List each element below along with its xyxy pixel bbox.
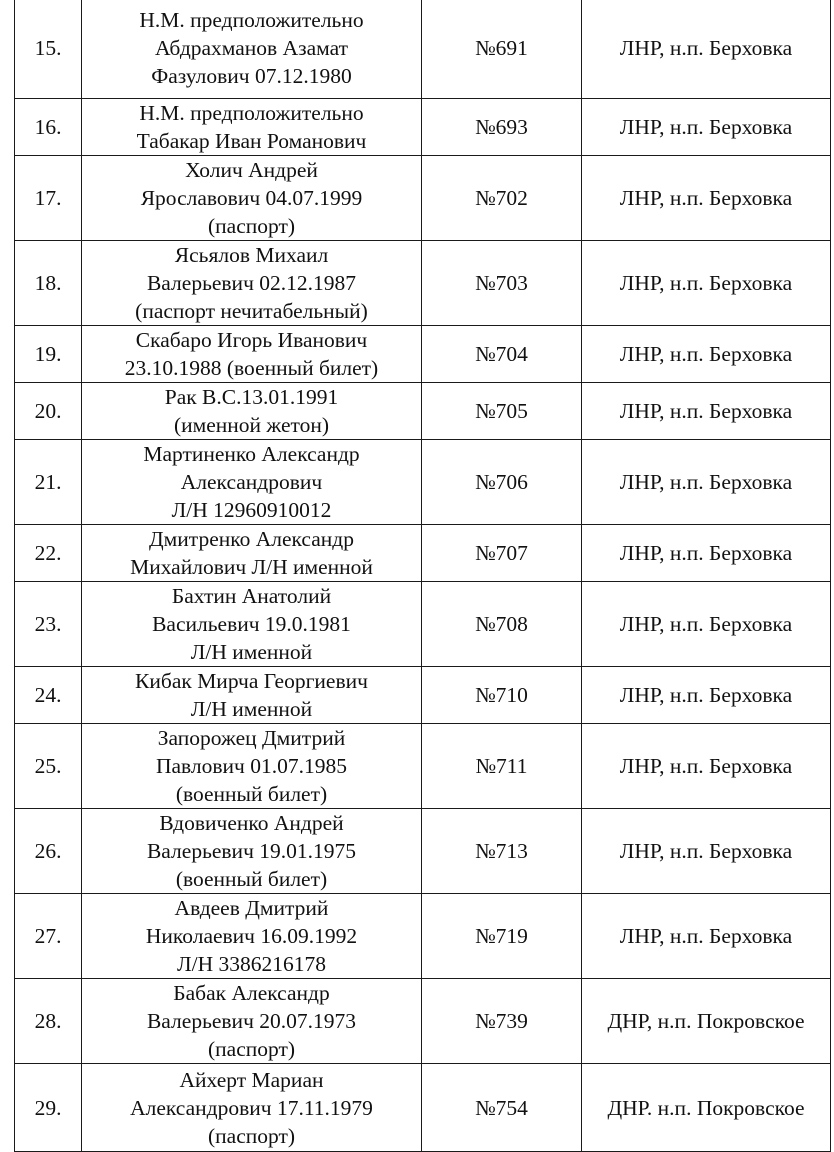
row-number: 16. <box>15 99 82 156</box>
person-info-line: 23.10.1988 (военный билет) <box>124 356 379 380</box>
row-number: 28. <box>15 979 82 1064</box>
table-row <box>15 326 831 383</box>
person-info-line: Н.М. предположительно <box>139 101 364 125</box>
record-number: №705 <box>422 383 582 440</box>
location: ДНР, н.п. Покровское <box>582 979 831 1064</box>
row-number: 24. <box>15 667 82 724</box>
record-number: №710 <box>422 667 582 724</box>
person-info-line: Александрович <box>180 470 323 494</box>
person-info-line: (паспорт) <box>207 1123 296 1148</box>
records-table-body <box>15 0 831 1152</box>
record-number: №703 <box>422 241 582 326</box>
person-info-line: Ясьялов Михаил <box>174 243 329 267</box>
person-info-line: (военный билет) <box>175 867 328 891</box>
record-number: №754 <box>422 1064 582 1152</box>
person-info-line: Л/Н 12960910012 <box>171 498 332 522</box>
location: ЛНР, н.п. Берховка <box>582 326 831 383</box>
person-info-line: (военный билет) <box>175 782 328 806</box>
location: ЛНР, н.п. Берховка <box>582 582 831 667</box>
location: ЛНР, н.п. Берховка <box>582 667 831 724</box>
person-info <box>82 326 422 383</box>
person-info <box>82 1064 422 1152</box>
person-info-line: Л/Н 3386216178 <box>177 952 326 976</box>
row-number: 29. <box>15 1064 82 1152</box>
person-info-line: Авдеев Дмитрий <box>174 896 329 920</box>
location: ЛНР, н.п. Берховка <box>582 99 831 156</box>
person-info-line: Павлович 01.07.1985 <box>155 754 347 778</box>
table-row <box>15 525 831 582</box>
row-number: 15. <box>15 0 82 99</box>
record-number: №719 <box>422 894 582 979</box>
person-info-line: Абдрахманов Азамат <box>154 35 348 60</box>
person-info-line: Кибак Мирча Георгиевич <box>135 669 368 693</box>
record-number: №691 <box>422 0 582 99</box>
person-info-line: Бабак Александр <box>173 981 330 1005</box>
table-row <box>15 894 831 979</box>
person-info <box>82 0 422 99</box>
record-number: №693 <box>422 99 582 156</box>
person-info <box>82 525 422 582</box>
person-info <box>82 156 422 241</box>
person-info-line: Мартиненко Александр <box>143 442 360 466</box>
person-info-line: Н.М. предположительно <box>139 7 364 32</box>
person-info <box>82 99 422 156</box>
row-number: 26. <box>15 809 82 894</box>
person-info-line: Рак В.С.13.01.1991 <box>164 385 339 409</box>
person-info-line: Л/Н именной <box>190 697 313 721</box>
location: ДНР. н.п. Покровское <box>582 1064 831 1152</box>
location: ЛНР, н.п. Берховка <box>582 241 831 326</box>
person-info-line: Валерьевич 20.07.1973 <box>146 1009 357 1033</box>
location: ЛНР, н.п. Берховка <box>582 383 831 440</box>
person-info-line: Скабаро Игорь Иванович <box>135 328 368 352</box>
row-number: 25. <box>15 724 82 809</box>
table-row <box>15 582 831 667</box>
row-number: 22. <box>15 525 82 582</box>
person-info <box>82 894 422 979</box>
person-info <box>82 809 422 894</box>
table-row <box>15 440 831 525</box>
record-number: №706 <box>422 440 582 525</box>
records-table <box>14 0 831 1152</box>
table-row <box>15 156 831 241</box>
person-info <box>82 724 422 809</box>
person-info-line: Дмитренко Александр <box>149 527 354 551</box>
person-info-line: Валерьевич 19.01.1975 <box>146 839 357 863</box>
person-info-line: (именной жетон) <box>173 413 330 437</box>
person-info <box>82 440 422 525</box>
person-info-line: Вдовиченко Андрей <box>159 811 344 835</box>
person-info <box>82 383 422 440</box>
person-info-line: (паспорт) <box>207 214 296 238</box>
record-number: №707 <box>422 525 582 582</box>
location: ЛНР, н.п. Берховка <box>582 809 831 894</box>
row-number: 21. <box>15 440 82 525</box>
table-row <box>15 1064 831 1152</box>
person-info-line: (паспорт) <box>207 1037 296 1061</box>
table-row <box>15 809 831 894</box>
location: ЛНР, н.п. Берховка <box>582 156 831 241</box>
person-info <box>82 582 422 667</box>
location: ЛНР, н.п. Берховка <box>582 440 831 525</box>
person-info-line: Айхерт Мариан <box>179 1067 324 1092</box>
row-number: 17. <box>15 156 82 241</box>
record-number: №711 <box>422 724 582 809</box>
location: ЛНР, н.п. Берховка <box>582 724 831 809</box>
record-number: №702 <box>422 156 582 241</box>
row-number: 18. <box>15 241 82 326</box>
location: ЛНР, н.п. Берховка <box>582 0 831 99</box>
person-info-line: Васильевич 19.0.1981 <box>152 612 351 636</box>
person-info-line: Л/Н именной <box>190 640 313 664</box>
person-info-line: Ярославович 04.07.1999 <box>140 186 363 210</box>
person-info-line: Бахтин Анатолий <box>171 584 332 608</box>
person-info-line: Николаевич 16.09.1992 <box>145 924 358 948</box>
record-number: №713 <box>422 809 582 894</box>
person-info-line: Михайлович Л/Н именной <box>130 555 373 579</box>
table-row <box>15 241 831 326</box>
table-row <box>15 383 831 440</box>
location: ЛНР, н.п. Берховка <box>582 894 831 979</box>
location: ЛНР, н.п. Берховка <box>582 525 831 582</box>
person-info-line: Запорожец Дмитрий <box>157 726 346 750</box>
row-number: 23. <box>15 582 82 667</box>
table-row <box>15 724 831 809</box>
row-number: 19. <box>15 326 82 383</box>
person-info-line: Валерьевич 02.12.1987 <box>146 271 357 295</box>
row-number: 20. <box>15 383 82 440</box>
person-info-line: Александрович 17.11.1979 <box>130 1095 373 1120</box>
person-info <box>82 979 422 1064</box>
table-row <box>15 99 831 156</box>
table-row <box>15 667 831 724</box>
person-info-line: (паспорт нечитабельный) <box>135 299 368 323</box>
record-number: №708 <box>422 582 582 667</box>
person-info-line: Табакар Иван Романович <box>136 129 367 153</box>
table-row <box>15 979 831 1064</box>
table-row <box>15 0 831 99</box>
record-number: №704 <box>422 326 582 383</box>
record-number: №739 <box>422 979 582 1064</box>
row-number: 27. <box>15 894 82 979</box>
person-info-line: Фазулович 07.12.1980 <box>151 63 352 88</box>
person-info <box>82 667 422 724</box>
person-info-line: Холич Андрей <box>185 158 318 182</box>
person-info <box>82 241 422 326</box>
